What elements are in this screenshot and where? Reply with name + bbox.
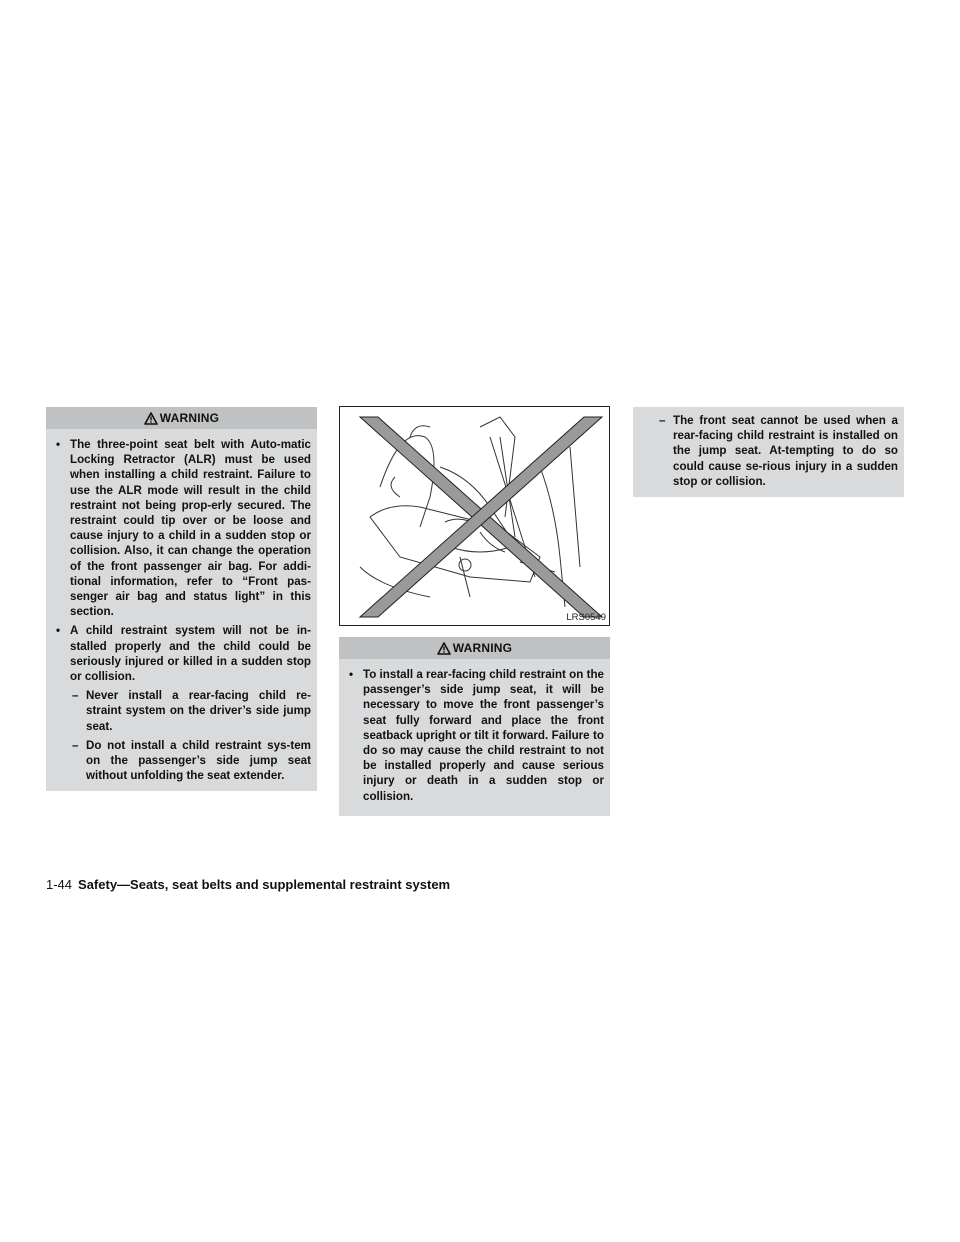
figure-label: LRS0549 bbox=[566, 612, 606, 623]
warning-heading-text: WARNING bbox=[452, 641, 513, 655]
subitem-text: Never install a rear-facing child re-straint system on the driver’s side jump seat. bbox=[86, 689, 311, 733]
warning-block-2 bbox=[339, 637, 610, 816]
warning-continuation bbox=[633, 407, 904, 497]
bullet-text: A child restraint system will not be in-stalled properly and the child could be seriously injured or killed in a sudden stop or collision. bbox=[70, 624, 311, 684]
warning-bullet: • To install a rear-facing child restraint on the passenger’s side jump seat, it will be necessary to move the front passenger’s seat fully forward and place the front seatback upright or tilt it forward. Failure to do so may cause the child restraint to not be installed properly and cause serious injury or death in a sudden stop or collision. bbox=[349, 668, 604, 803]
crossed-out-child-seat-illustration bbox=[340, 407, 609, 625]
warning-bullet: • The three-point seat belt with Auto-matic Locking Retractor (ALR) must be used when installing a child restraint. Failure to use the ALR mode will result in the child restraint not being prop-erly secured. The restraint could tip over or be loose and cause injury to a child in a sudden stop or collision. Also, it can change the operation of the front passenger air bag. For addi-tional information, refer to “Front pas-senger air bag and status light” in this section. bbox=[56, 438, 311, 619]
subitem-text: The front seat cannot be used when a rear-facing child restraint is installed on the jump seat. At-tempting to do so could cause se-rious injury in a sudden stop or collision. bbox=[673, 414, 898, 488]
warning-subitem: – Do not install a child restraint sys-tem on the passenger’s side jump seat without unfolding the seat extender. bbox=[72, 738, 311, 783]
bullet-text: The three-point seat belt with Auto-matic Locking Retractor (ALR) must be used when installing a child restraint. Failure to use the ALR mode will result in the child restraint not being prop-erly secured. The restraint could tip over or be loose and cause injury to a child in a sudden stop or collision. Also, it can change the operation of the front passenger air bag. For addi-tional information, refer to “Front pas-senger air bag and status light” in this section. bbox=[70, 438, 311, 619]
page-number: 1-44 bbox=[46, 877, 73, 892]
page-footer bbox=[46, 877, 450, 892]
warning-heading-text: WARNING bbox=[159, 411, 220, 425]
warning-block-1 bbox=[46, 407, 317, 791]
section-title: Safety—Seats, seat belts and supplemental restraint system bbox=[78, 877, 451, 892]
subitem-text: Do not install a child restraint sys-tem on the passenger’s side jump seat without unfolding the seat extender. bbox=[86, 738, 311, 783]
warning-heading bbox=[339, 637, 610, 659]
warning-heading bbox=[46, 407, 317, 429]
bullet-text: To install a rear-facing child restraint on the passenger’s side jump seat, it will be necessary to move the front passenger’s seat fully forward and place the front seatback upright or tilt it forward. Failure to do so may cause the child restraint to not be installed properly and cause serious injury or death in a sudden stop or collision. bbox=[363, 668, 604, 803]
warning-triangle-icon bbox=[437, 642, 451, 655]
illustration-figure bbox=[339, 406, 610, 626]
warning-bullet: • A child restraint system will not be in-stalled properly and the child could be seriously injured or killed in a sudden stop or collision. bbox=[56, 624, 311, 684]
warning-subitem: – The front seat cannot be used when a rear-facing child restraint is installed on the jump seat. At-tempting to do so could cause se-rious injury in a sudden stop or collision. bbox=[659, 414, 898, 488]
warning-triangle-icon bbox=[144, 412, 158, 425]
warning-subitem: – Never install a rear-facing child re-straint system on the driver’s side jump seat. bbox=[72, 689, 311, 733]
